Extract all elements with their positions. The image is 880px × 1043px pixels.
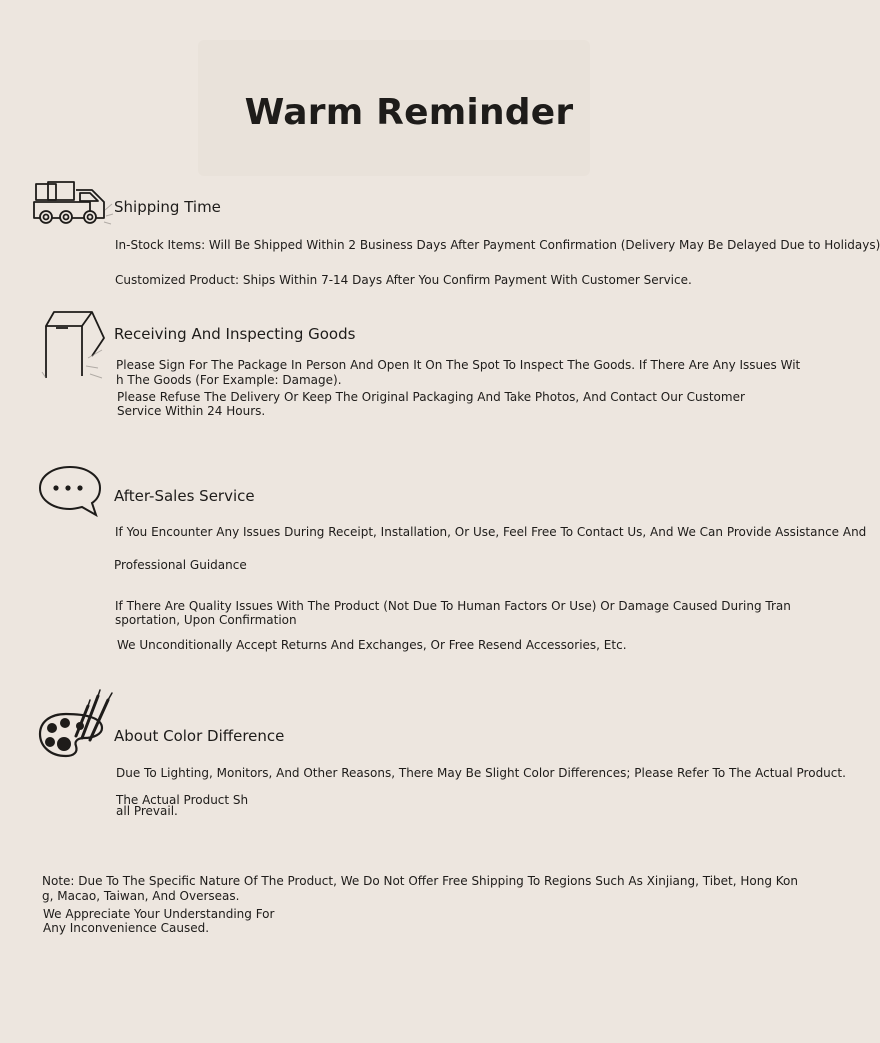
section-heading-after-sales: After-Sales Service [114, 487, 255, 505]
section-text: sportation, Upon Confirmation [115, 613, 297, 627]
note-text: We Appreciate Your Understanding For [43, 907, 275, 921]
note-text: Any Inconvenience Caused. [43, 921, 210, 935]
section-heading-receiving-goods: Receiving And Inspecting Goods [114, 325, 356, 343]
section-text: Please Refuse The Delivery Or Keep The Original Packaging And Take Photos, And Contact Our Customer [117, 390, 745, 404]
section-text: We Unconditionally Accept Returns And Exchanges, Or Free Resend Accessories, Etc. [117, 638, 627, 652]
truck-icon [32, 180, 114, 226]
section-text: If You Encounter Any Issues During Receipt, Installation, Or Use, Feel Free To Contact Us, And We Can Provide Assistance And [115, 525, 867, 539]
note-text: Note: Due To The Specific Nature Of The Product, We Do Not Offer Free Shipping To Regions Such As Xinjiang, Tibet, Hong Kon [42, 874, 798, 888]
section-text: If There Are Quality Issues With The Product (Not Due To Human Factors Or Use) Or Damage Caused During Tran [115, 599, 791, 613]
section-heading-color-difference: About Color Difference [114, 727, 285, 745]
paint-palette-icon [36, 688, 114, 762]
section-text: Due To Lighting, Monitors, And Other Reasons, There May Be Slight Color Differences; Please Refer To The Actual Product. [116, 766, 846, 780]
note-text: g, Macao, Taiwan, And Overseas. [42, 889, 240, 903]
section-text: h The Goods (For Example: Damage). [116, 373, 342, 387]
section-text: Service Within 24 Hours. [117, 404, 266, 418]
section-text: Professional Guidance [114, 558, 247, 572]
chat-bubble-icon [38, 464, 104, 520]
section-text: The Actual Product Sh [116, 793, 249, 807]
section-text: Please Sign For The Package In Person And Open It On The Spot To Inspect The Goods. If There Are Any Issues Wit [116, 358, 801, 372]
section-text: all Prevail. [116, 804, 178, 818]
section-text: Customized Product: Ships Within 7-14 Days After You Confirm Payment With Customer Service. [115, 273, 692, 287]
section-heading-shipping-time: Shipping Time [114, 198, 221, 216]
section-text: In-Stock Items: Will Be Shipped Within 2 Business Days After Payment Confirmation (Delivery May Be Delayed Due to Holidays) [115, 238, 880, 252]
box-icon [38, 308, 108, 384]
page-title: Warm Reminder [244, 92, 574, 133]
